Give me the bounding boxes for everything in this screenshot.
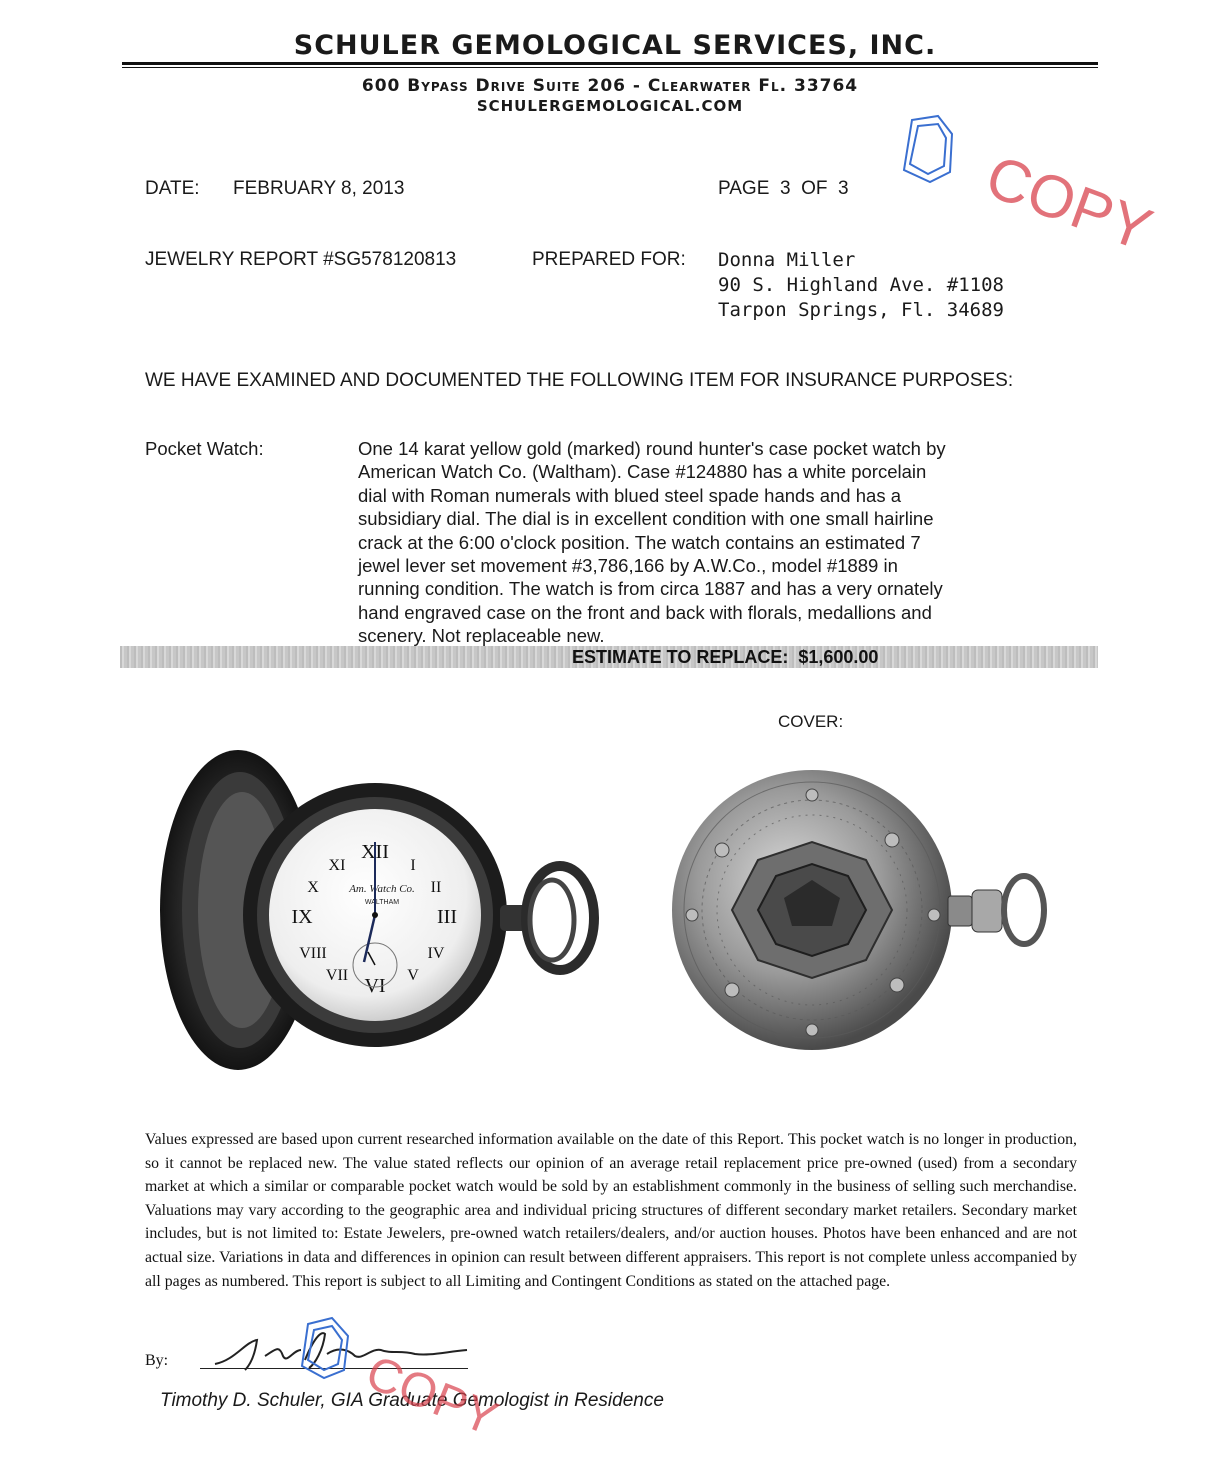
- svg-text:V: V: [407, 967, 419, 984]
- client-city: Tarpon Springs, Fl. 34689: [718, 299, 1004, 321]
- open-watch-photo: [150, 730, 610, 1070]
- estimate-value: $1,600.00: [798, 647, 879, 667]
- signer-name: Timothy D. Schuler, GIA Graduate Gemologist in Residence: [160, 1390, 664, 1411]
- cover-watch-photo: [662, 750, 1062, 1070]
- svg-text:VIII: VIII: [299, 945, 327, 962]
- item-label: Pocket Watch:: [145, 438, 264, 459]
- report-number: JEWELRY REPORT #SG578120813: [145, 249, 457, 270]
- svg-text:XII: XII: [361, 841, 389, 863]
- copy-stamp-lower-text: COPY: [358, 1346, 505, 1447]
- svg-text:VI: VI: [364, 975, 386, 997]
- date-label: DATE:: [145, 178, 200, 199]
- company-name: SCHULER GEMOLOGICAL SERVICES, INC.: [293, 30, 937, 61]
- estimate-line: [572, 646, 878, 668]
- description-line: crack at the 6:00 o'clock position. The watch contains an estimated 7: [358, 531, 921, 553]
- by-label: By:: [145, 1352, 169, 1369]
- intro-statement: WE HAVE EXAMINED AND DOCUMENTED THE FOLLOWING ITEM FOR INSURANCE PURPOSES:: [145, 370, 1014, 391]
- copy-stamp-text: COPY: [977, 142, 1161, 264]
- estimate-label: ESTIMATE TO REPLACE:: [572, 647, 789, 667]
- description-line: dial with Roman numerals with blued steel spade hands and has a: [358, 484, 901, 506]
- dial-brand-text: Am. Watch Co.: [349, 883, 415, 895]
- svg-text:IX: IX: [291, 906, 313, 928]
- description-line: running condition. The watch is from circa 1887 and has a very ornately: [358, 578, 943, 600]
- page-number: 3: [779, 178, 791, 199]
- stamp-seal-icon: [890, 112, 1161, 264]
- company-website: SCHULERGEMOLOGICAL.COM: [476, 97, 744, 115]
- client-name: Donna Miller: [718, 249, 856, 271]
- description-line: jewel lever set movement #3,786,166 by A.W.Co., model #1889 in: [358, 555, 898, 577]
- header-rule-thin: [122, 67, 1098, 68]
- description-line: hand engraved case on the front and back with florals, medallions and: [358, 601, 932, 623]
- prepared-for-label: PREPARED FOR:: [532, 249, 686, 270]
- description-line: scenery. Not replaceable new.: [358, 625, 605, 647]
- cover-label: COVER:: [778, 712, 844, 731]
- dial-city-text: WALTHAM: [364, 899, 400, 906]
- svg-text:IV: IV: [427, 945, 445, 962]
- client-address-block: [718, 248, 1004, 323]
- header-rule-thick: [122, 62, 1098, 65]
- svg-text:I: I: [410, 857, 416, 874]
- date-value: FEBRUARY 8, 2013: [233, 178, 405, 199]
- description-line: American Watch Co. (Waltham). Case #124880 has a white porcelain: [358, 461, 927, 483]
- disclaimer-paragraph: Values expressed are based upon current researched information available on the date of this Report. This pocket watch is no longer in production, so it cannot be replaced new. The value stated reflects our opinion of an average retail replacement price pre-owned (used) from a secondary market at which a similar or comparable pocket watch would be sold by an establishment commonly in the business of selling such merchandise. Valuations may vary according to the geographic area and individual pricing structures of different secondary market retailers. Secondary market includes, but is not limited to: Estate Jewelers, pre-owned watch retailers/dealers, and/or auction houses. Photos have been enhanced and are not actual size. Variations in data and differences in opinion can result between different appraisers. This report is not complete unless accompanied by all pages as numbered. This report is subject to all Limiting and Contingent Conditions as stated on the attached page.: [145, 1131, 1077, 1290]
- description-line: One 14 karat yellow gold (marked) round hunter's case pocket watch by: [358, 438, 946, 459]
- client-street: 90 S. Highland Ave. #1108: [718, 274, 1004, 296]
- stamp-seal-lower-icon: [290, 1310, 510, 1450]
- svg-text:III: III: [437, 906, 457, 928]
- item-description: [358, 437, 1008, 648]
- svg-text:X: X: [307, 879, 319, 896]
- page-label: PAGE: [718, 178, 770, 199]
- page-indicator: [718, 178, 849, 200]
- description-line: subsidiary dial. The dial is in excellent condition with one small hairline: [358, 508, 934, 530]
- page-total: 3: [838, 178, 849, 199]
- svg-text:VII: VII: [325, 967, 349, 984]
- svg-text:XI: XI: [328, 857, 346, 874]
- svg-text:II: II: [430, 879, 442, 896]
- page-of: OF: [801, 178, 828, 199]
- company-address: 600 Bypass Drive Suite 206 - Clearwater Fl. 33764: [361, 76, 859, 96]
